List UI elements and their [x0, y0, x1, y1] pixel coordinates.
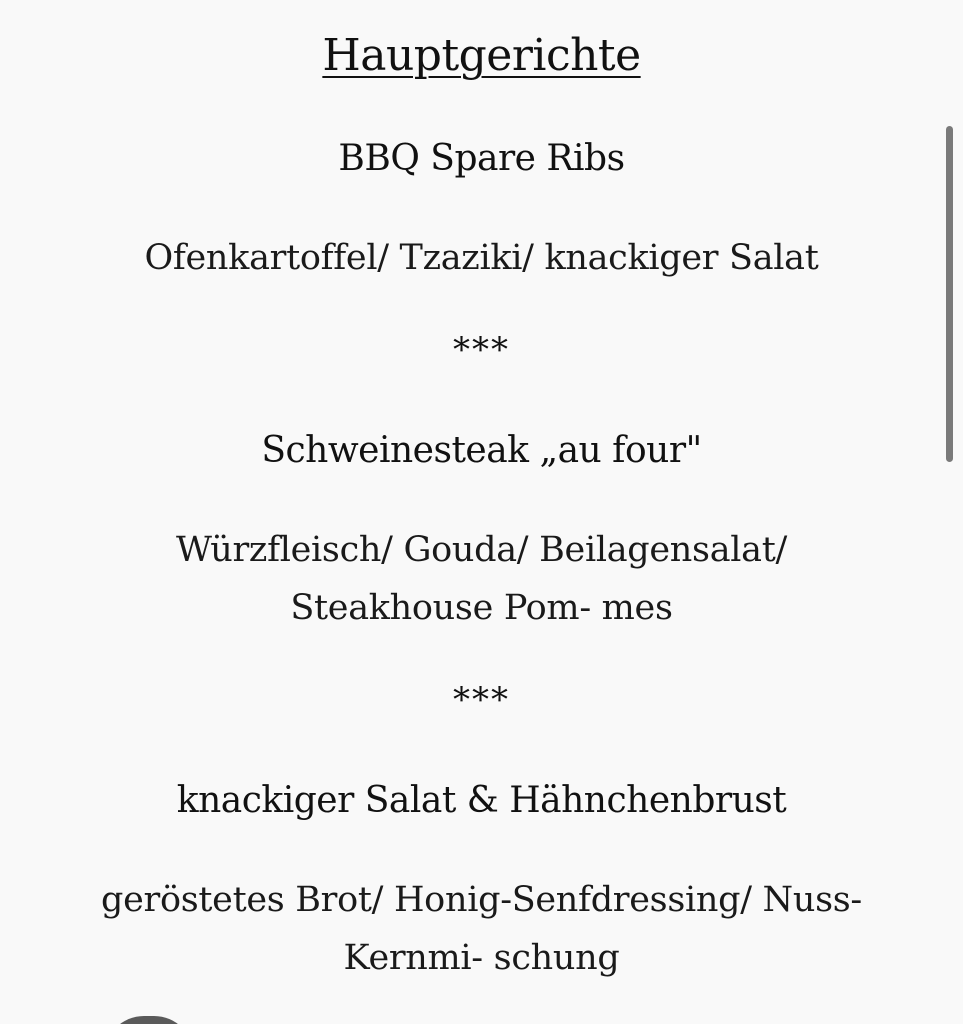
- dish-description: geröstetes Brot/ Honig-Senfdressing/ Nuss-Kernmi- schung: [101, 880, 862, 978]
- dish-name: BBQ Spare Ribs: [338, 138, 625, 179]
- scrollbar-thumb[interactable]: [946, 126, 953, 462]
- section-title: Hauptgerichte: [322, 30, 641, 81]
- dish-description: Ofenkartoffel/ Tzaziki/ knackiger Salat: [144, 238, 819, 278]
- separator: ***: [453, 330, 510, 370]
- separator: ***: [453, 680, 510, 720]
- dish-name: Schweinesteak „au four": [261, 430, 702, 471]
- dish-name: knackiger Salat & Hähnchenbrust: [176, 780, 787, 821]
- dish-description: Würzfleisch/ Gouda/ Beilagensalat/ Steakhouse Pom- mes: [176, 530, 787, 628]
